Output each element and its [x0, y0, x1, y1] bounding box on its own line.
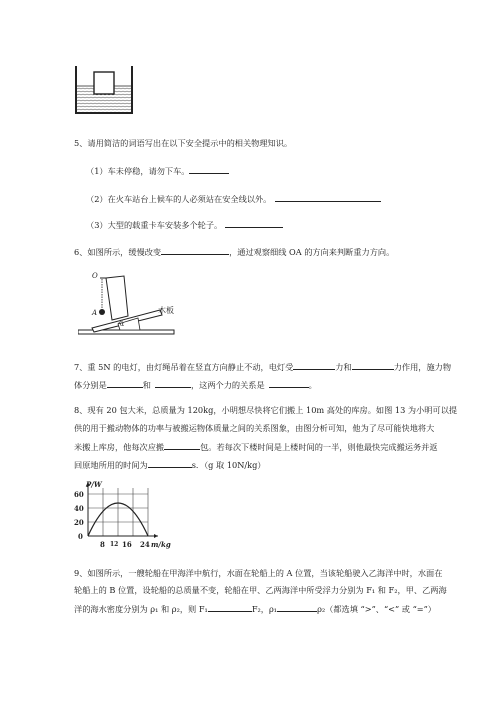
q8-graph-xtick-8: 8	[100, 540, 105, 549]
q8-graph-ylabel: P/W	[86, 480, 102, 489]
q5-blank-3[interactable]	[225, 219, 283, 228]
q6-label-o: O	[92, 272, 98, 280]
q7-line-2: 体分别是 和 ，这两个力的关系是 。	[74, 380, 317, 390]
q5-item-2: （2）在火车站台上候车的人必须站在安全线以外。	[86, 193, 381, 205]
q7-line-1: 7、重 5N 的电灯，由灯绳吊着在竖直方向静止不动，电灯受 力和 力作用，施力物	[74, 362, 452, 372]
q7-blank-2[interactable]	[352, 361, 394, 370]
q7-blank-5[interactable]	[269, 379, 309, 388]
q6-text: 6、如图所示，缓慢改变 ，通过观察细线 OA 的方向来判断重力方向。	[74, 247, 395, 257]
q8-line-4: 回原地所用的时间为 s．（g 取 10N/kg）	[74, 460, 266, 470]
q6-label-a: A	[92, 309, 98, 317]
q6-label-board: 木板	[158, 306, 174, 315]
q9-blank-2[interactable]	[277, 603, 317, 612]
q9-line-1: 9、如图所示，一艘轮船在甲海洋中航行，水面在轮船上的 A 位置，当该轮船驶入乙海洋中时，水面在	[74, 568, 443, 578]
q5-blank-2[interactable]	[275, 193, 381, 202]
q8-graph-ytick-0: 0	[78, 532, 83, 541]
q5-item-3: （3）大型的载重卡车安装多个轮子。	[86, 219, 283, 231]
q8-graph-xtick-12: 12	[110, 541, 119, 548]
q7-blank-4[interactable]	[155, 379, 191, 388]
q8-line-2: 供的用于搬动物体的功率与被搬运物体质量之间的关系图象，由图分析可知，他为了尽可能快地将大	[74, 423, 435, 433]
q8-graph-ytick-60: 60	[74, 490, 84, 499]
q5-item-1: （1）车未停稳，请勿下车。	[86, 165, 229, 177]
q9-line-2: 轮船上的 B 位置，设轮船的总质量不变，轮船在甲、乙两海洋中所受浮力分别为 F₁ 和 F₂，甲、乙两海	[74, 585, 447, 595]
q7-blank-1[interactable]	[293, 361, 335, 370]
q8-graph-xtick-24: 24	[140, 540, 150, 549]
beaker-figure	[74, 66, 136, 118]
q8-graph-xlabel: m/kg	[151, 540, 171, 549]
q8-graph-ytick-20: 20	[74, 518, 84, 527]
q7-blank-3[interactable]	[107, 379, 143, 388]
q8-blank-2[interactable]	[148, 459, 192, 468]
q6-label-alpha: α	[120, 321, 125, 328]
q9-line-3: 洋的海水密度分别为 ρ₁ 和 ρ₂，则 F₁ F₂，ρ₁ ρ₂（都选填 “>”、“<” 或 “=”）	[74, 604, 436, 614]
q5-blank-1[interactable]	[189, 165, 229, 174]
q5-stem: 5、请用简洁的词语写出在以下安全提示中的相关物理知识。	[74, 138, 293, 148]
q8-blank-1[interactable]	[164, 441, 200, 450]
q8-line-3: 米搬上库房，他每次应搬 包。若每次下楼时间是上楼时间的一半，则他最快完成搬运务并返	[74, 442, 438, 452]
q9-blank-1[interactable]	[208, 603, 252, 612]
q6-blank[interactable]	[161, 246, 229, 255]
q8-graph-xtick-16: 16	[122, 540, 132, 549]
q8-graph-ytick-40: 40	[74, 504, 84, 513]
q8-line-1: 8、现有 20 包大米，总质量为 120kg，小明想尽快将它们搬上 10m 高处的库房。如图 13 为小明可以提	[74, 405, 458, 415]
